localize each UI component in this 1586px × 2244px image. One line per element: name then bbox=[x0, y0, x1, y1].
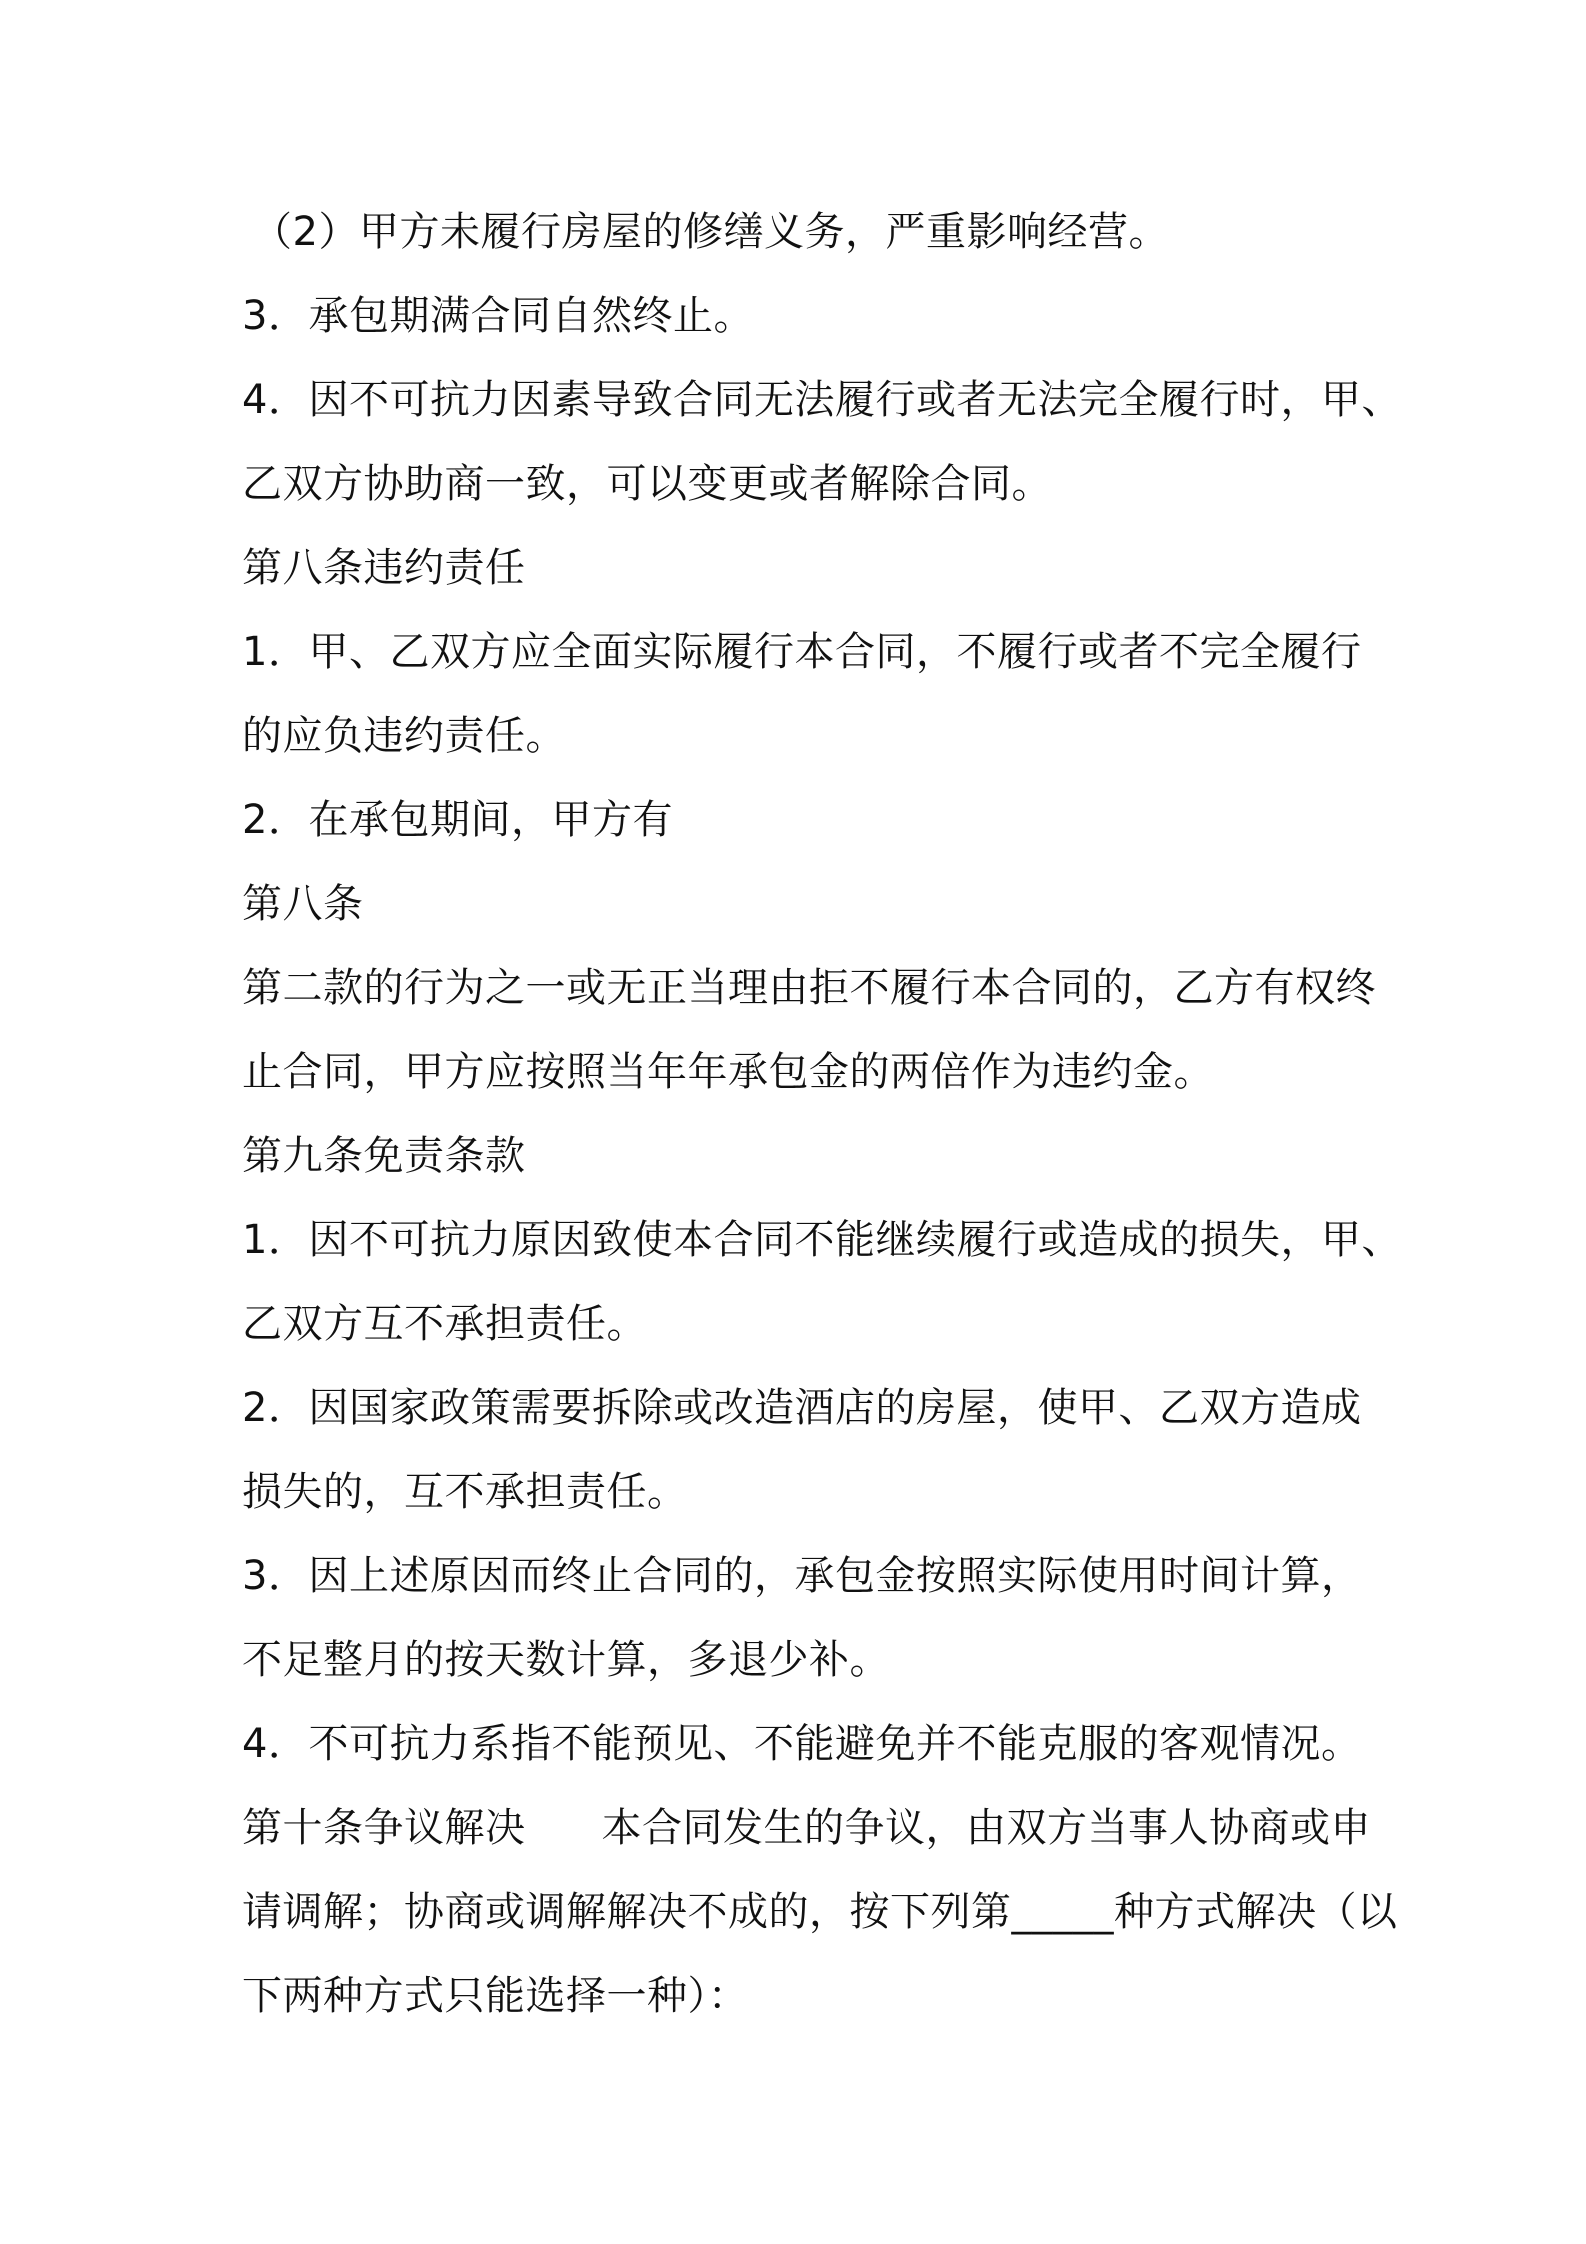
article-heading: 第十条争议解决 bbox=[242, 1805, 526, 1851]
article-heading: 第八条 bbox=[242, 881, 364, 927]
article-10-line bbox=[242, 1786, 1372, 1870]
paragraph-line: 损失的，互不承担责任。 bbox=[242, 1469, 688, 1515]
paragraph-line: 3．承包期满合同自然终止。 bbox=[242, 293, 754, 339]
paragraph-line: 请调解；协商或调解解决不成的，按下列第_____种方式解决（以 bbox=[242, 1889, 1398, 1935]
paragraph-line: （2）甲方未履行房屋的修缮义务，严重影响经营。 bbox=[252, 209, 1169, 255]
paragraph-line: 的应负违约责任。 bbox=[242, 713, 566, 759]
article-heading: 第八条违约责任 bbox=[242, 545, 526, 591]
article-text: 本合同发生的争议，由双方当事人协商或申 bbox=[601, 1805, 1371, 1851]
paragraph-line: 1．甲、乙双方应全面实际履行本合同，不履行或者不完全履行 bbox=[242, 629, 1362, 675]
paragraph-line: 4．不可抗力系指不能预见、不能避免并不能克服的客观情况。 bbox=[242, 1721, 1362, 1767]
paragraph-line: 1．因不可抗力原因致使本合同不能继续履行或造成的损失，甲、 bbox=[242, 1217, 1402, 1263]
paragraph-line: 乙双方协助商一致，可以变更或者解除合同。 bbox=[242, 461, 1052, 507]
paragraph-line: 第二款的行为之一或无正当理由拒不履行本合同的，乙方有权终 bbox=[242, 965, 1376, 1011]
paragraph-line: 乙双方互不承担责任。 bbox=[242, 1301, 647, 1347]
article-heading: 第九条免责条款 bbox=[242, 1133, 526, 1179]
paragraph-line: 3．因上述原因而终止合同的，承包金按照实际使用时间计算， bbox=[242, 1553, 1362, 1599]
paragraph-line: 止合同，甲方应按照当年年承包金的两倍作为违约金。 bbox=[242, 1049, 1214, 1095]
paragraph-line: 不足整月的按天数计算，多退少补。 bbox=[242, 1637, 890, 1683]
paragraph-line: 4．因不可抗力因素导致合同无法履行或者无法完全履行时，甲、 bbox=[242, 377, 1402, 423]
paragraph-line: 2．因国家政策需要拆除或改造酒店的房屋，使甲、乙双方造成 bbox=[242, 1385, 1362, 1431]
paragraph-line: 下两种方式只能选择一种）： bbox=[242, 1973, 749, 2019]
paragraph-line: 2．在承包期间，甲方有 bbox=[242, 797, 673, 843]
document-body bbox=[242, 190, 1402, 2038]
